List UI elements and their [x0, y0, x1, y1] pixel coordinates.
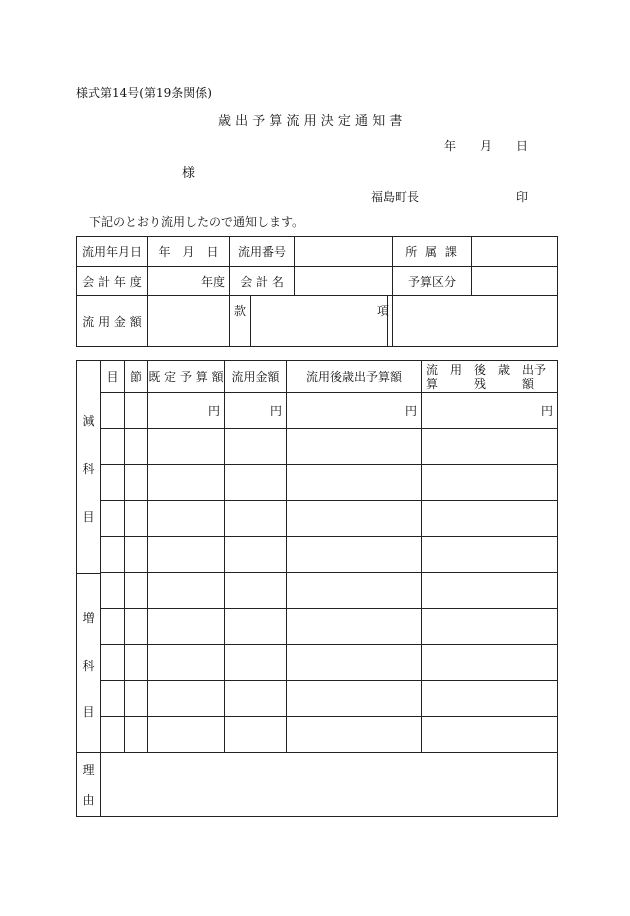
col-remaining-line1: 流 用 後 歳 出予: [426, 362, 547, 377]
date-month: 月: [480, 139, 493, 153]
transfer-date-value[interactable]: [148, 237, 230, 267]
yen-unit: 円: [540, 404, 553, 418]
decrease-setsu-1[interactable]: [125, 393, 148, 429]
table-row: [77, 465, 558, 501]
account-name-label: 会 計 名: [230, 267, 295, 296]
col-moku: 目: [101, 361, 125, 393]
department-label: 所 属 課: [393, 237, 472, 267]
date-day: 日: [516, 139, 529, 153]
table-row: [77, 645, 558, 681]
yen-unit: 円: [207, 404, 220, 418]
document-title: 歳 出 予 算 流 用 決 定 通 知 書: [218, 114, 403, 129]
date-year: 年: [444, 139, 457, 153]
kou-field[interactable]: [393, 296, 558, 347]
recipient-suffix: 様: [182, 166, 196, 181]
intro-text: 下記のとおり流用したので通知します。: [89, 215, 305, 229]
kan-field[interactable]: [251, 296, 388, 347]
col-transfer-amount: 流用金額: [225, 361, 287, 393]
reason-label: 理 由: [77, 753, 101, 817]
detail-table: [76, 360, 558, 817]
table-row: [77, 609, 558, 645]
decrease-existing-1[interactable]: [148, 393, 225, 429]
fiscal-year-suffix: 年度: [200, 274, 225, 289]
decrease-moku-1[interactable]: [101, 393, 125, 429]
form-number: 様式第14号(第19条関係): [76, 86, 212, 100]
transfer-date-month: 月: [182, 245, 195, 259]
transfer-number-field[interactable]: [295, 237, 393, 267]
col-remaining-line2: 算 残 額: [426, 376, 535, 391]
table-row: [77, 573, 558, 609]
col-setsu: 節: [125, 361, 148, 393]
transfer-amount-label: 流 用 金 額: [77, 296, 148, 347]
table-row: [77, 501, 558, 537]
yen-unit: 円: [269, 404, 282, 418]
fiscal-year-field[interactable]: [148, 267, 230, 296]
col-remaining-budget: [422, 361, 558, 393]
table-row: [77, 681, 558, 717]
kan-label: 款: [230, 296, 251, 347]
transfer-amount-field[interactable]: [148, 296, 230, 347]
kou-label: 項: [388, 296, 393, 347]
transfer-number-label: 流用番号: [230, 237, 295, 267]
decrease-transfer-1[interactable]: [225, 393, 287, 429]
transfer-date-year: 年: [158, 245, 171, 259]
increase-label: 増 科 目: [82, 611, 95, 719]
yen-unit: 円: [404, 404, 417, 418]
table-row: [77, 537, 558, 573]
budget-category-field[interactable]: [472, 267, 558, 296]
table-row: [77, 429, 558, 465]
fiscal-year-label: 会 計 年 度: [77, 267, 148, 296]
col-post-budget: 流用後歳出予算額: [287, 361, 422, 393]
decrease-label: 減 科 目: [82, 414, 95, 524]
col-existing-budget: 既 定 予 算 額: [148, 361, 225, 393]
seal-mark: 印: [516, 190, 529, 204]
transfer-date-day: 日: [206, 245, 219, 259]
department-field[interactable]: [472, 237, 558, 267]
account-name-field[interactable]: [295, 267, 393, 296]
issuer-name: 福島町長: [371, 190, 420, 204]
decrease-post-1[interactable]: [287, 393, 422, 429]
budget-category-label: 予算区分: [393, 267, 472, 296]
table-row: [77, 717, 558, 753]
reason-field[interactable]: [101, 753, 558, 817]
decrease-remaining-1[interactable]: [422, 393, 558, 429]
info-table: [76, 236, 558, 347]
transfer-date-label: 流用年月日: [77, 237, 148, 267]
